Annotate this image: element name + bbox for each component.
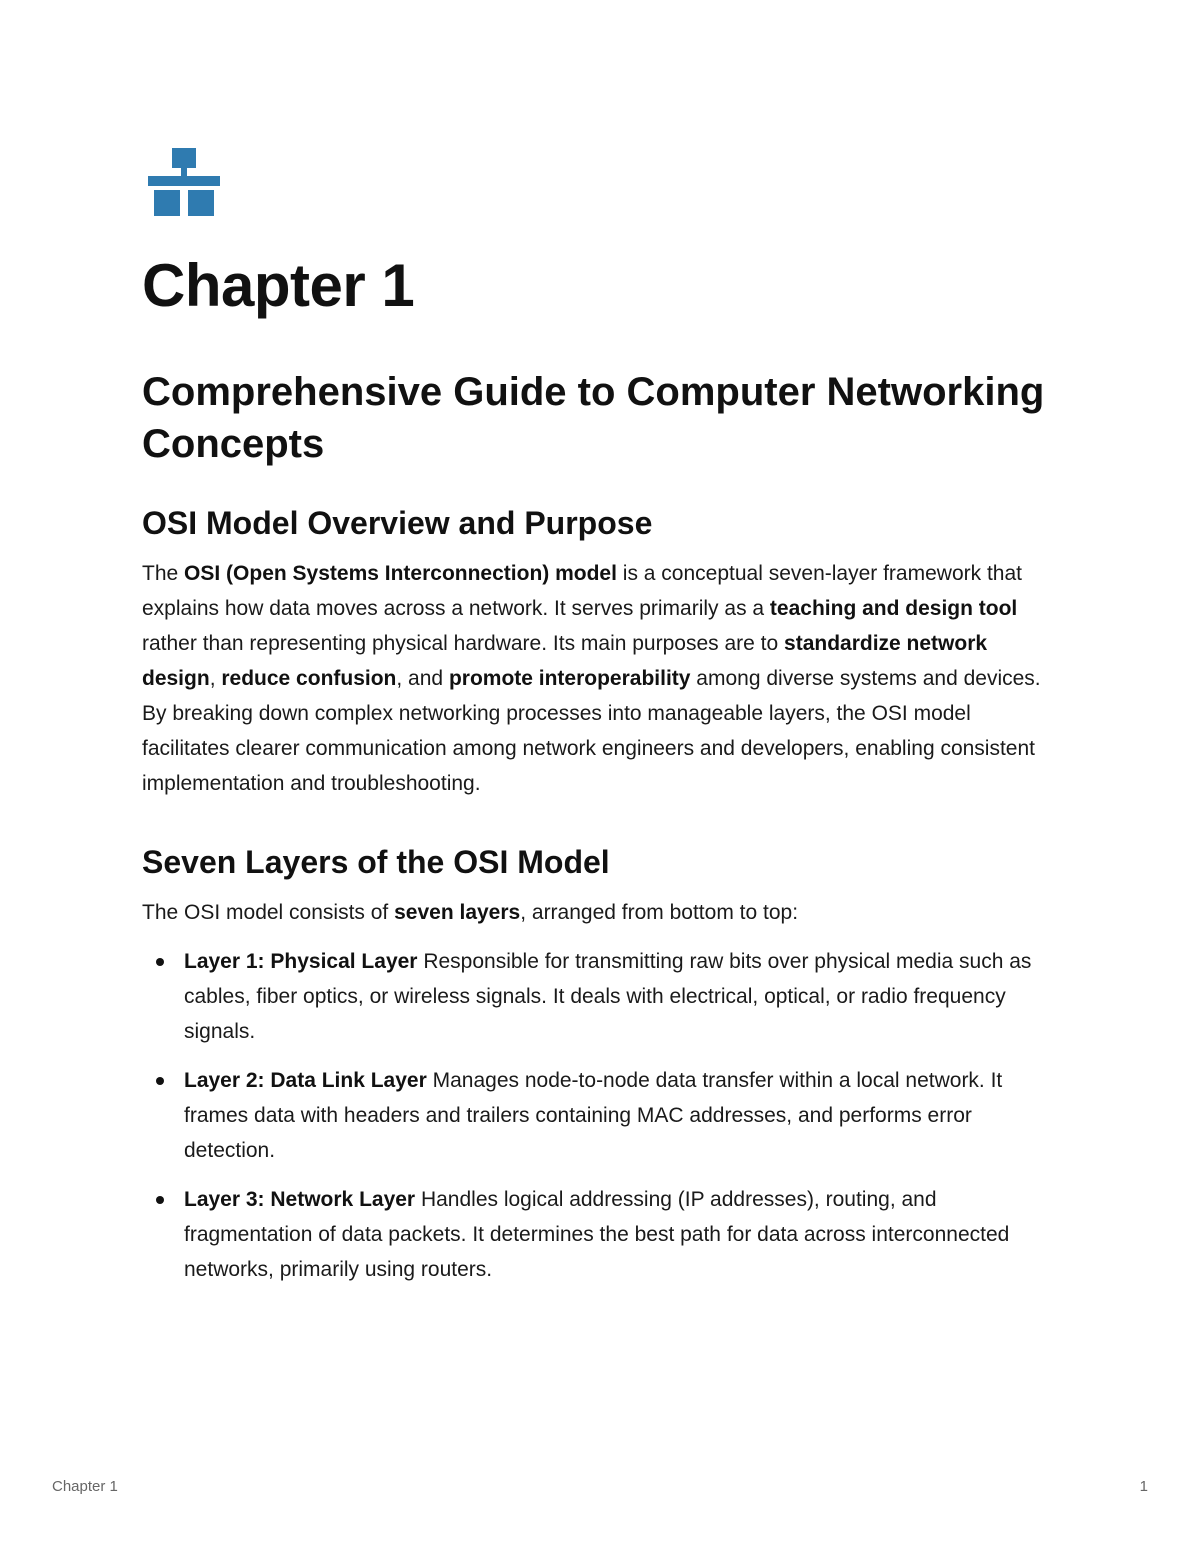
osi-overview-paragraph: [142, 556, 1062, 801]
text-run: is a conceptual seven-layer framework that explains how data moves across a network. It serves primarily as a: [142, 562, 1022, 620]
bold-text: seven layers: [394, 901, 521, 924]
text-run: The OSI model consists of: [142, 901, 395, 924]
document-title: Comprehensive Guide to Computer Networking Concepts: [142, 370, 1045, 466]
section-heading-seven-layers: Seven Layers of the OSI Model: [142, 844, 610, 880]
bullet-icon: [156, 1077, 164, 1085]
layer-description: Handles logical addressing (IP addresses), routing, and fragmentation of data packets. It determines the best path for data across interconnected networks, primarily using routers.: [184, 1188, 1010, 1281]
footer-page-number: 1: [1139, 1478, 1148, 1495]
seven-layers-intro: [142, 895, 1062, 930]
layer-description: Manages node-to-node data transfer within a local network. It frames data with headers and trailers containing MAC addresses, and performs error detection.: [184, 1069, 1003, 1162]
text-run: rather than representing physical hardware. Its main purposes are to: [142, 632, 785, 655]
chapter-title: Chapter 1: [142, 252, 415, 319]
section-heading-osi-overview: OSI Model Overview and Purpose: [142, 505, 653, 541]
network-hierarchy-icon: [148, 148, 220, 216]
footer-chapter-label: Chapter 1: [52, 1478, 118, 1495]
layer-name: Layer 2: Data Link Layer: [184, 1069, 427, 1092]
bullet-icon: [156, 958, 164, 966]
layer-list: [142, 944, 1062, 1287]
text-run: among diverse systems and devices. By breaking down complex networking processes into manageable layers, the OSI model facilitates clearer communication among network engineers and developers, enabling consistent implementation and troubleshooting.: [142, 667, 1041, 795]
text-run: , and: [396, 667, 449, 690]
layer-name: Layer 1: Physical Layer: [184, 950, 418, 973]
bold-text: promote interoperability: [448, 667, 691, 690]
bold-text: teaching and design tool: [769, 597, 1018, 620]
bullet-icon: [156, 1196, 164, 1204]
text-run: ,: [209, 667, 222, 690]
document-body: [142, 250, 1062, 1301]
text-run: The: [142, 562, 185, 585]
layer-name: Layer 3: Network Layer: [184, 1188, 416, 1211]
text-run: , arranged from bottom to top:: [520, 901, 799, 924]
layer-list-item: [142, 1182, 1062, 1287]
layer-list-item: [142, 1063, 1062, 1168]
bold-text: reduce confusion: [221, 667, 397, 690]
bold-text: OSI (Open Systems Interconnection) model: [184, 562, 617, 585]
layer-list-item: [142, 944, 1062, 1049]
bold-text: standardize network design: [142, 632, 988, 690]
layer-description: Responsible for transmitting raw bits over physical media such as cables, fiber optics, or wireless signals. It deals with electrical, optical, or radio frequency signals.: [184, 950, 1032, 1043]
